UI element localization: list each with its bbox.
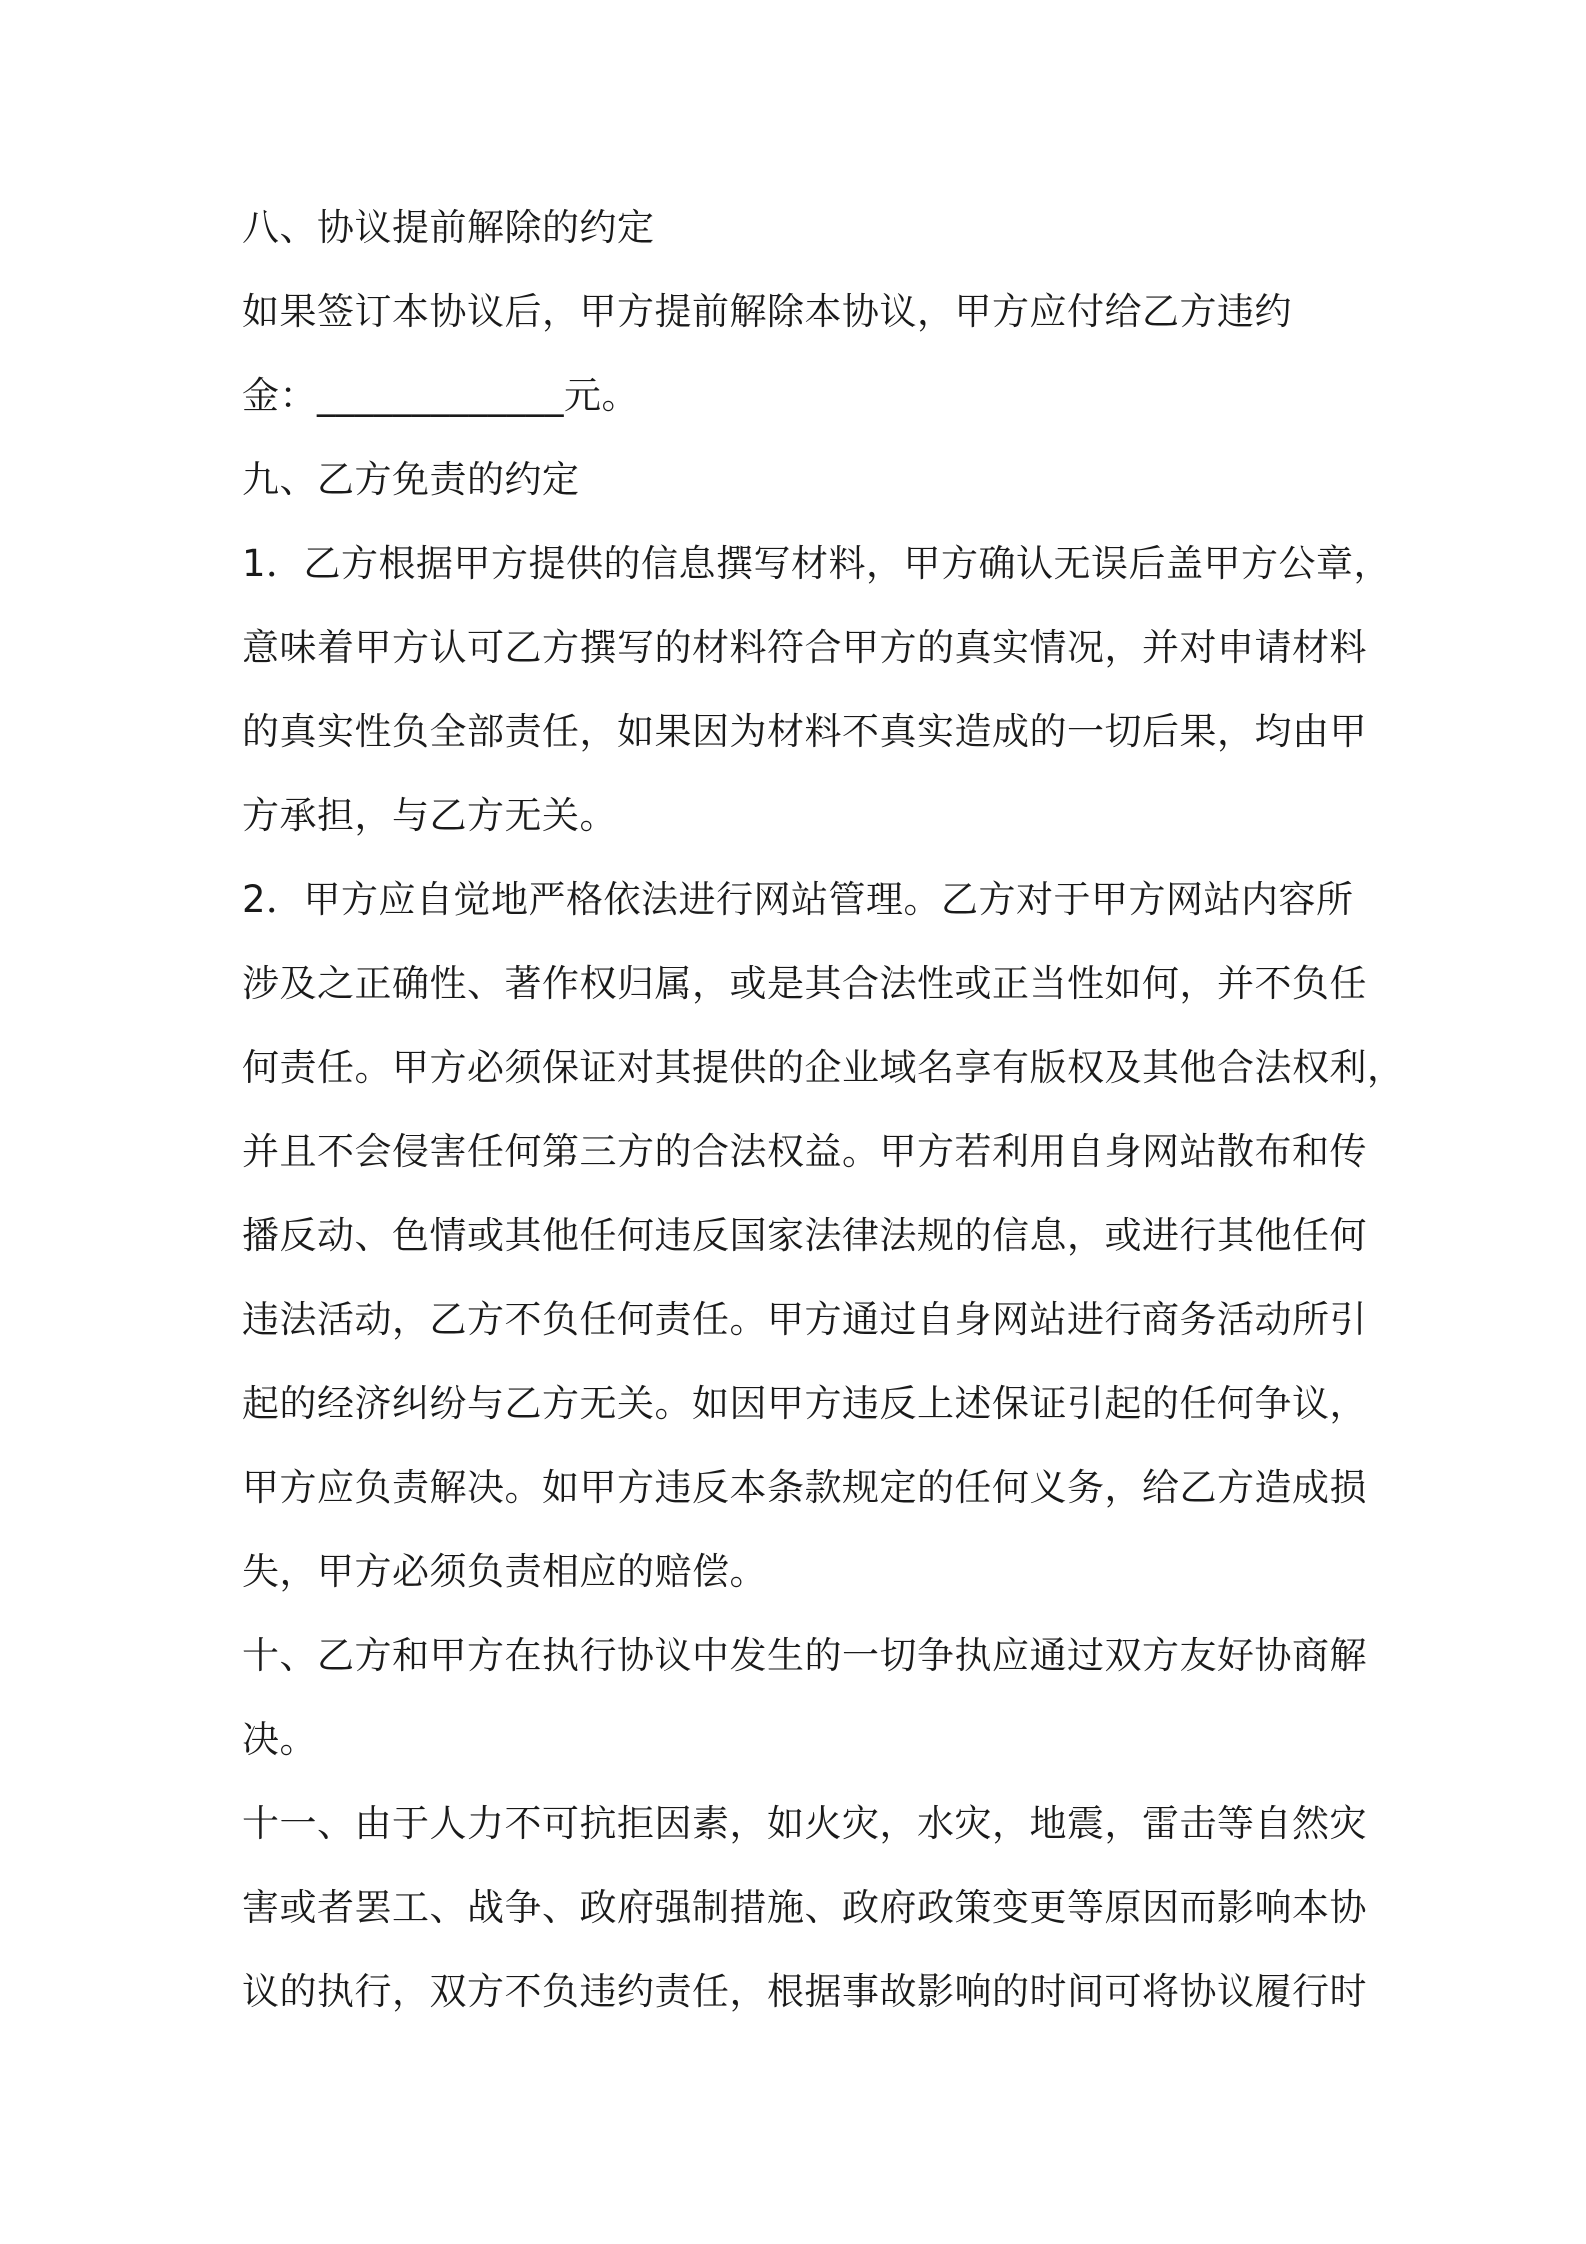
section-8-text-line-2: 金：_____________元。	[242, 374, 639, 417]
clause-9-1-line-4: 方承担，与乙方无关。	[242, 794, 617, 837]
section-8-heading: 八、协议提前解除的约定	[242, 206, 655, 249]
clause-9-1-line-1: 1．乙方根据甲方提供的信息撰写材料，甲方确认无误后盖甲方公章，	[242, 542, 1392, 585]
section-10-line-2: 决。	[242, 1718, 317, 1761]
clause-9-2-line-6: 违法活动，乙方不负任何责任。甲方通过自身网站进行商务活动所引	[242, 1298, 1367, 1341]
section-11-line-2: 害或者罢工、战争、政府强制措施、政府政策变更等原因而影响本协	[242, 1886, 1367, 1929]
section-11-line-1: 十一、由于人力不可抗拒因素，如火灾，水灾，地震，雷击等自然灾	[242, 1802, 1367, 1845]
clause-9-2-line-2: 涉及之正确性、著作权归属，或是其合法性或正当性如何，并不负任	[242, 962, 1367, 1005]
clause-9-1-line-3: 的真实性负全部责任，如果因为材料不真实造成的一切后果，均由甲	[242, 710, 1367, 753]
clause-9-2-line-8: 甲方应负责解决。如甲方违反本条款规定的任何义务，给乙方造成损	[242, 1466, 1367, 1509]
clause-9-2-line-4: 并且不会侵害任何第三方的合法权益。甲方若利用自身网站散布和传	[242, 1130, 1367, 1173]
section-10-line-1: 十、乙方和甲方在执行协议中发生的一切争执应通过双方友好协商解	[242, 1634, 1367, 1677]
clause-9-2-line-3: 何责任。甲方必须保证对其提供的企业域名享有版权及其他合法权利，	[242, 1046, 1405, 1089]
clause-9-2-line-1: 2．甲方应自觉地严格依法进行网站管理。乙方对于甲方网站内容所	[242, 878, 1354, 921]
clause-9-2-line-9: 失，甲方必须负责相应的赔偿。	[242, 1550, 767, 1593]
section-11-line-3: 议的执行，双方不负违约责任，根据事故影响的时间可将协议履行时	[242, 1970, 1367, 2013]
clause-9-1-line-2: 意味着甲方认可乙方撰写的材料符合甲方的真实情况，并对申请材料	[242, 626, 1367, 669]
section-8-text-line-1: 如果签订本协议后，甲方提前解除本协议，甲方应付给乙方违约	[242, 290, 1292, 333]
clause-9-2-line-7: 起的经济纠纷与乙方无关。如因甲方违反上述保证引起的任何争议，	[242, 1382, 1367, 1425]
clause-9-2-line-5: 播反动、色情或其他任何违反国家法律法规的信息，或进行其他任何	[242, 1214, 1367, 1257]
section-9-heading: 九、乙方免责的约定	[242, 458, 580, 501]
